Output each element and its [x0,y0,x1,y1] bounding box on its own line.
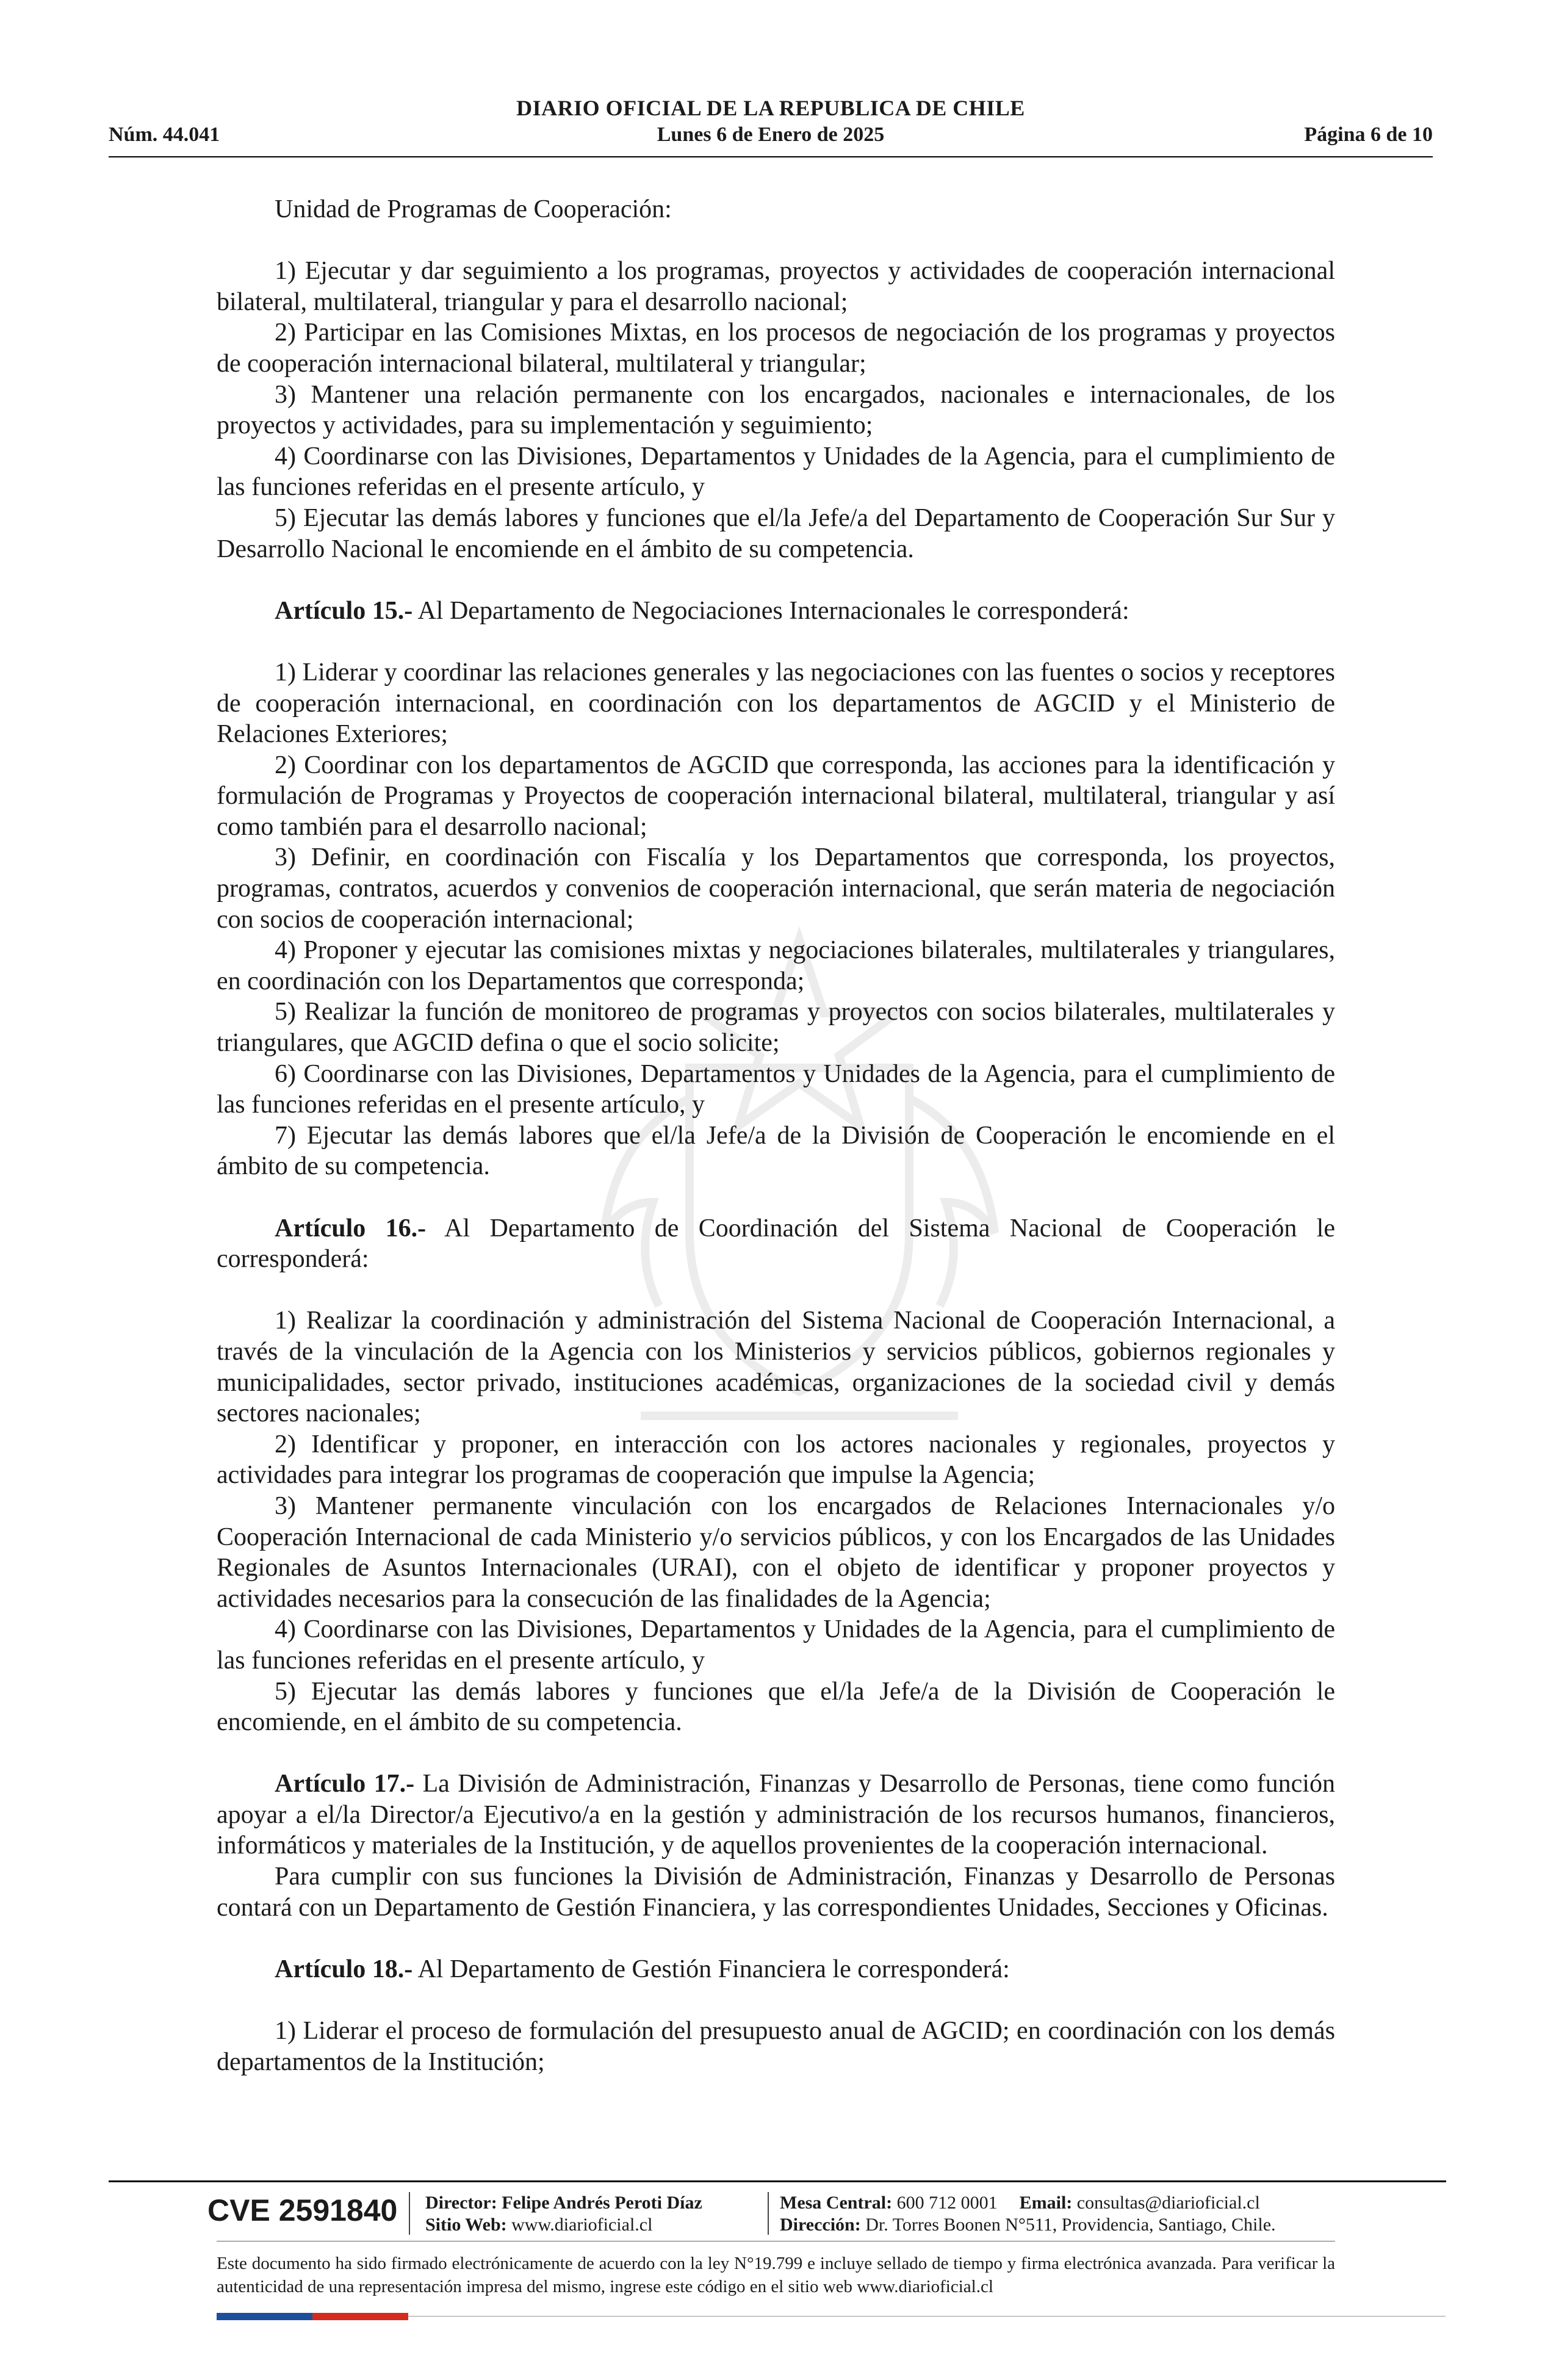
cve-code: CVE 2591840 [207,2193,398,2227]
list-item: 2) Participar en las Comisiones Mixtas, en los procesos de negociación de los programas y proyectos de cooperación internacional bilateral, multilateral y triangular; [217,319,1335,378]
issue-date: Lunes 6 de Enero de 2025 [657,123,885,146]
list-item: 7) Ejecutar las demás labores que el/la Jefe/a de la División de Cooperación le encomiende en el ámbito de su competencia. [217,1121,1335,1181]
director-name: Felipe Andrés Peroti Díaz [502,2193,702,2213]
article-18-heading [217,1954,1335,1985]
list-item: 1) Realizar la coordinación y administración del Sistema Nacional de Cooperación Internacional, a través de la vinculación de la Agencia con los Ministerios y servicios públicos, gobiernos regionales y municipalidades, sector privado, instituciones académicas, organizaciones de la sociedad civil y demás sectores nacionales; [217,1307,1335,1428]
address-text: Dr. Torres Boonen N°511, Providencia, Santiago, Chile. [865,2215,1276,2235]
flag-stripe [217,2313,408,2320]
list-item: 2) Coordinar con los departamentos de AGCID que corresponda, las acciones para la identificación y formulación de Programas y Proyectos de cooperación internacional bilateral, multilateral, triangular y así como también para el desarrollo nacional; [217,751,1335,841]
mesa-phone: 600 712 0001 [896,2193,998,2213]
list-item: 3) Definir, en coordinación con Fiscalía y los Departamentos que corresponda, los proyectos, programas, contratos, acuerdos y convenios de cooperación internacional, que serán materia de negociación con socios de cooperación internacional; [217,843,1335,934]
email-link[interactable]: consultas@diarioficial.cl [1076,2193,1260,2213]
article-text: Al Departamento de Gestión Financiera le corresponderá: [412,1955,1010,1983]
article-label: Artículo 18.- [275,1955,413,1983]
mesa-label: Mesa Central: [780,2193,893,2213]
list-item: 5) Realizar la función de monitoreo de programas y proyectos con socios bilaterales, multilaterales y triangulares, que AGCID defina o que el socio solicite; [217,998,1335,1058]
list-item: 1) Liderar y coordinar las relaciones generales y las negociaciones con las fuentes o socios y receptores de cooperación internacional, en coordinación con los departamentos de AGCID y el Ministerio de Relaciones Exteriores; [217,658,1335,749]
article-text: Al Departamento de Coordinación del Sistema Nacional de Cooperación le corresponderá: [217,1214,1335,1274]
footer-bottom-line [408,2316,1446,2317]
article-17-paragraph: Para cumplir con sus funciones la División de Administración, Finanzas y Desarrollo de Personas contará con un Departamento de Gestión Financiera, y las correspondientes Unidades, Secciones y Oficinas. [217,1863,1335,1922]
site-link[interactable]: www.diarioficial.cl [511,2215,653,2235]
article-text: Al Departamento de Negociaciones Internacionales le corresponderá: [412,596,1129,625]
article-15-heading [217,596,1335,627]
article-label: Artículo 15.- [275,596,413,625]
article-text: La División de Administración, Finanzas y Desarrollo de Personas, tiene como función apoyar a el/la Director/a Ejecutivo/a en la gestión y administración de los recursos humanos, financieros, informáticos y materiales de la Institución, y de aquellos provenientes de la cooperación internacional. [217,1770,1335,1860]
site-label: Sitio Web: [425,2215,507,2235]
document-body [217,194,1335,2077]
legal-notice: Este documento ha sido firmado electrónicamente de acuerdo con la ley N°19.799 e incluye sellado de tiempo y firma electrónica avanzada. Para verificar la autenticidad de una representación impresa del mismo, ingrese este código en el sitio web www.diarioficial.cl [217,2254,1335,2296]
header-divider [109,156,1433,157]
list-item: 1) Ejecutar y dar seguimiento a los programas, proyectos y actividades de cooperación internacional bilateral, multilateral, triangular y para el desarrollo nacional; [217,257,1335,316]
flag-red-bar [312,2313,408,2320]
article-label: Artículo 16.- [275,1214,427,1242]
address-label: Dirección: [780,2215,861,2235]
footer-separator [409,2192,410,2235]
page-header [109,92,1433,155]
article-16-heading [217,1213,1335,1275]
article-label: Artículo 17.- [275,1770,415,1798]
article-17-heading [217,1769,1335,1861]
page-number: Página 6 de 10 [1304,123,1433,146]
list-item: 4) Coordinarse con las Divisiones, Departamentos y Unidades de la Agencia, para el cumplimiento de las funciones referidas en el presente artículo, y [217,1615,1335,1675]
footer-director-block [425,2192,702,2236]
list-item: 5) Ejecutar las demás labores y funciones que el/la Jefe/a del Departamento de Cooperación Sur Sur y Desarrollo Nacional le encomiende en el ámbito de su competencia. [217,503,1335,563]
footer-contact-block [780,2192,1276,2236]
issue-number: Núm. 44.041 [109,123,220,146]
list-item: 5) Ejecutar las demás labores y funciones que el/la Jefe/a de la División de Cooperación le encomiende, en el ámbito de su competencia. [217,1677,1335,1737]
director-label: Director: [425,2193,497,2213]
list-item: 2) Identificar y proponer, en interacción con los actores nacionales y regionales, proyectos y actividades para integrar los programas de cooperación que impulse la Agencia; [217,1430,1335,1490]
list-item: 6) Coordinarse con las Divisiones, Departamentos y Unidades de la Agencia, para el cumplimiento de las funciones referidas en el presente artículo, y [217,1059,1335,1119]
unit-heading: Unidad de Programas de Cooperación: [275,195,672,223]
list-item: 1) Liderar el proceso de formulación del presupuesto anual de AGCID; en coordinación con los demás departamentos de la Institución; [217,2017,1335,2076]
flag-blue-bar [217,2313,312,2320]
list-item: 4) Proponer y ejecutar las comisiones mixtas y negociaciones bilaterales, multilaterales y triangulares, en coordinación con los Departamentos que corresponda; [217,936,1335,995]
gazette-title: DIARIO OFICIAL DE LA REPUBLICA DE CHILE [516,96,1025,120]
list-item: 3) Mantener una relación permanente con los encargados, nacionales e internacionales, de los proyectos y actividades, para su implementación y seguimiento; [217,380,1335,440]
list-item: 4) Coordinarse con las Divisiones, Departamentos y Unidades de la Agencia, para el cumplimiento de las funciones referidas en el presente artículo, y [217,442,1335,502]
footer-divider [109,2180,1446,2182]
footer-separator [768,2192,769,2235]
list-item: 3) Mantener permanente vinculación con los encargados de Relaciones Internacionales y/o Cooperación Internacional de cada Ministerio y/o servicios públicos, y con los Encargados de las Unidades Regionales de Asuntos Internacionales (URAI), con el objeto de identificar y proponer proyectos y actividades necesarios para la consecución de las finalidades de la Agencia; [217,1491,1335,1613]
email-label: Email: [1019,2193,1073,2213]
